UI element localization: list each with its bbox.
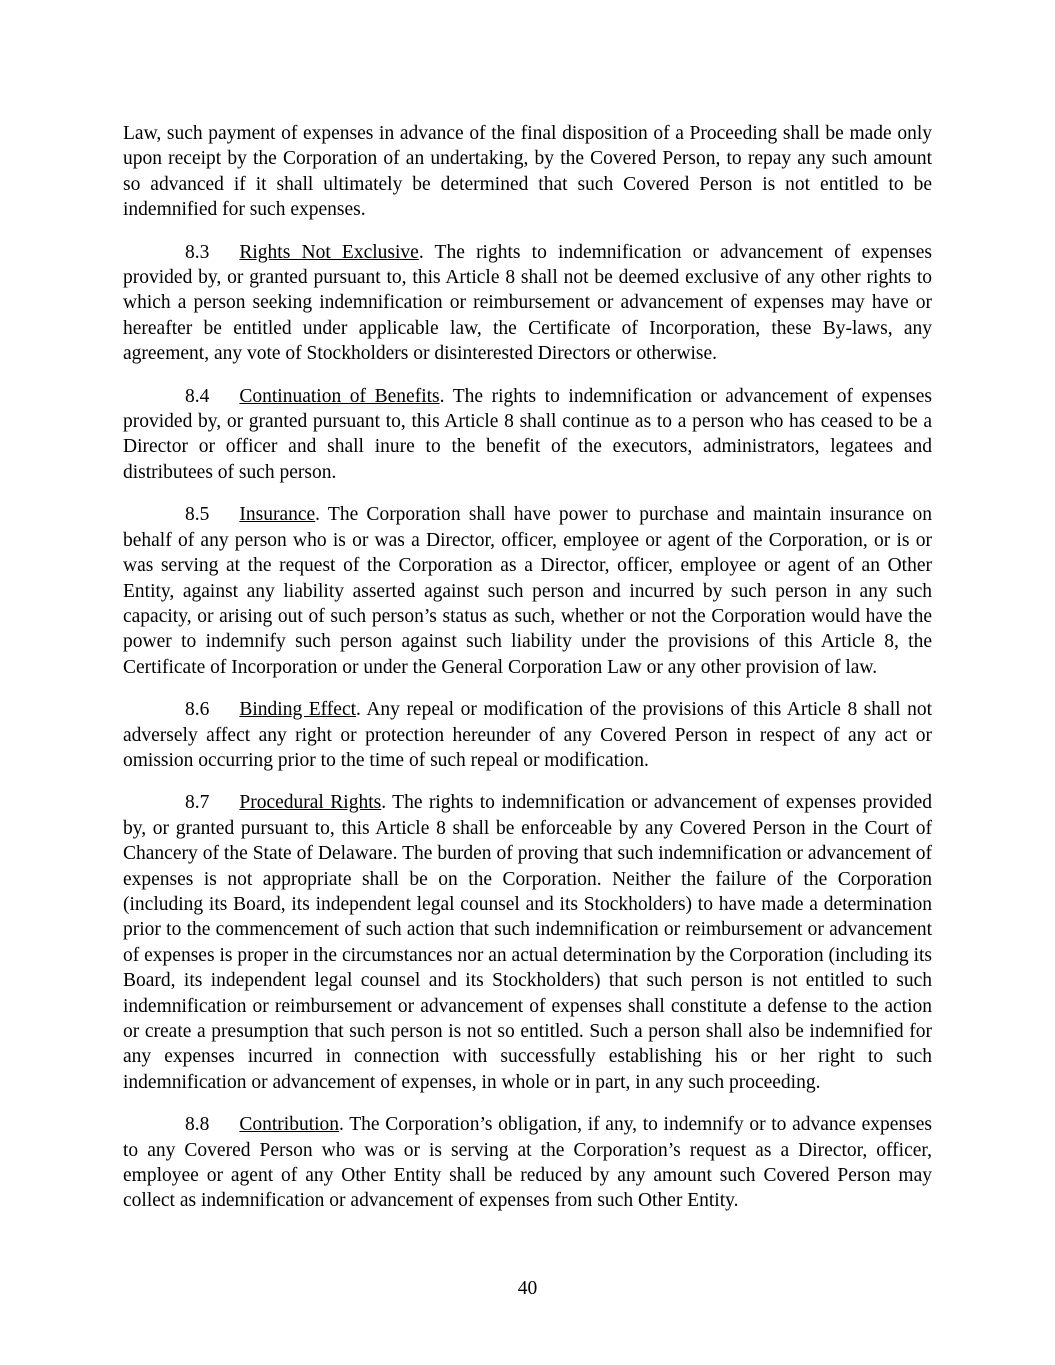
section-8-8 (123, 1112, 932, 1214)
section-heading: Procedural Rights (239, 792, 382, 814)
section-number: 8.6 (185, 699, 210, 721)
section-heading: Continuation of Benefits (239, 385, 440, 407)
section-8-4 (123, 384, 932, 486)
section-body: . The Corporation shall have power to purchase and maintain insurance on behalf of any person who is or was a Director, officer, employee or agent of the Corporation, or is or was serving at the request of the Corporation as a Director, officer, employee or agent of an Other Entity, against any liability asserted against such person and incurred by such person in any such capacity, or arising out of such person’s status as such, whether or not the Corporation would have the power to indemnify such person against such liability under the provisions of this Article 8, the Certificate of Incorporation or under the General Corporation Law or any other provision of law. (123, 504, 932, 678)
continuation-paragraph: Law, such payment of expenses in advance of the final disposition of a Proceeding shall be made only upon receipt by the Corporation of an undertaking, by the Covered Person, to repay any such amount so advanced if it shall ultimately be determined that such Covered Person is not entitled to be indemnified for such expenses. (123, 123, 932, 221)
section-8-3 (123, 240, 932, 367)
section-8-7 (123, 790, 932, 1095)
section-number: 8.8 (185, 1114, 210, 1136)
section-8-5 (123, 502, 932, 680)
section-body: . The rights to indemnification or advancement of expenses provided by, or granted pursuant to, this Article 8 shall continue as to a person who has ceased to be a Director or officer and shall inure to the benefit of the executors, administrators, legatees and distributees of such person. (123, 385, 932, 483)
section-number: 8.3 (185, 241, 210, 263)
section-body: . The rights to indemnification or advancement of expenses provided by, or granted pursuant to, this Article 8 shall not be deemed exclusive of any other rights to which a person seeking indemnification or reimbursement or advancement of expenses may have or hereafter be entitled under applicable law, the Certificate of Incorporation, these By-laws, any agreement, any vote of Stockholders or disinterested Directors or otherwise. (123, 241, 932, 365)
section-number: 8.5 (185, 504, 210, 526)
section-body: . Any repeal or modification of the provisions of this Article 8 shall not adversely affect any right or protection hereunder of any Covered Person in respect of any act or omission occurring prior to the time of such repeal or modification. (123, 699, 932, 771)
section-heading: Contribution (239, 1114, 340, 1136)
section-number: 8.7 (185, 792, 210, 814)
section-body: . The Corporation’s obligation, if any, to indemnify or to advance expenses to any Covered Person who was or is serving at the Corporation’s request as a Director, officer, employee or agent of any Other Entity shall be reduced by any amount such Covered Person may collect as indemnification or advancement of expenses from such Other Entity. (123, 1114, 932, 1212)
section-number: 8.4 (185, 385, 210, 407)
section-8-6 (123, 697, 932, 773)
section-heading: Rights Not Exclusive (239, 241, 419, 263)
section-body: . The rights to indemnification or advancement of expenses provided by, or granted pursuant to, this Article 8 shall be enforceable by any Covered Person in the Court of Chancery of the State of Delaware. The burden of proving that such indemnification or advancement of expenses is not appropriate shall be on the Corporation. Neither the failure of the Corporation (including its Board, its independent legal counsel and its Stockholders) to have made a determination prior to the commencement of such action that such indemnification or reimbursement or advancement of expenses is proper in the circumstances nor an actual determination by the Corporation (including its Board, its independent legal counsel and its Stockholders) that such person is not entitled to such indemnification or reimbursement or advancement of expenses shall constitute a defense to the action or create a presumption that such person is not so entitled. Such a person shall also be indemnified for any expenses incurred in connection with successfully establishing his or her right to such indemnification or advancement of expenses, in whole or in part, in any such proceeding. (123, 792, 932, 1093)
section-heading: Binding Effect (239, 699, 357, 721)
page-number: 40 (517, 1278, 538, 1299)
section-heading: Insurance (239, 504, 316, 526)
